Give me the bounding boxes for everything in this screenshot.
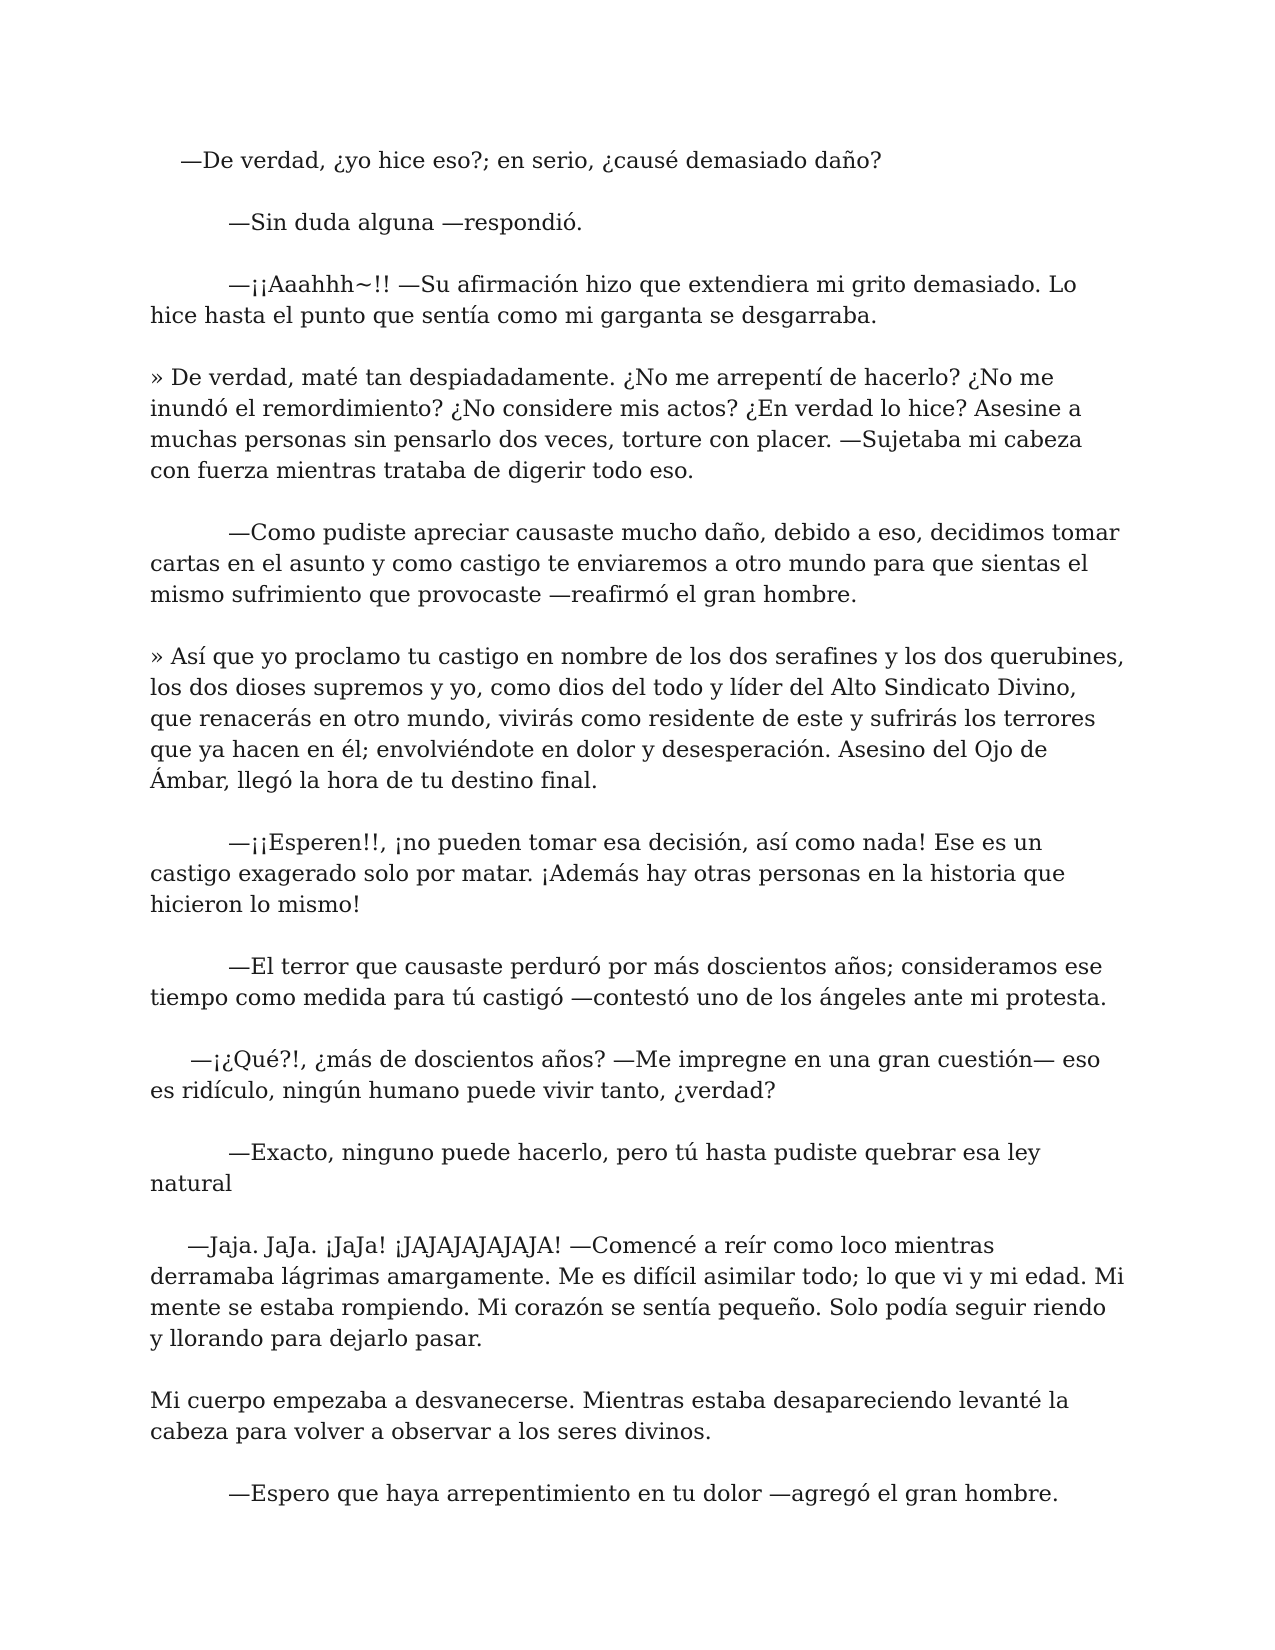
paragraph-4: » De verdad, maté tan despiadadamente. ¿No me arrepentí de hacerlo? ¿No me inundó el remordimiento? ¿No considere mis actos? ¿En verdad lo hice? Asesine a muchas personas sin pensarlo dos veces, torture con placer. —Sujetaba mi cabeza con fuerza mientras trataba de digerir todo eso. xyxy=(150,365,1083,484)
paragraph-5: —Como pudiste apreciar causaste mucho daño, debido a eso, decidimos tomar cartas en el asunto y como castigo te enviaremos a otro mundo para que sientas el mismo sufrimiento que provocaste —reafirmó el gran hombre. xyxy=(150,520,1120,608)
paragraph-13: —Espero que haya arrepentimiento en tu dolor —agregó el gran hombre. xyxy=(228,1481,1059,1507)
paragraph-7: —¡¡Esperen!!, ¡no pueden tomar esa decisión, así como nada! Ese es un castigo exagerado solo por matar. ¡Además hay otras personas en la historia que hicieron lo mismo! xyxy=(150,830,1066,918)
paragraph-8: —El terror que causaste perduró por más doscientos años; consideramos ese tiempo como medida para tú castigó —contestó uno de los ángeles ante mi protesta. xyxy=(150,954,1107,1011)
paragraph-6: » Así que yo proclamo tu castigo en nombre de los dos serafines y los dos querubines, los dos dioses supremos y yo, como dios del todo y líder del Alto Sindicato Divino, que renacerás en otro mundo, vivirás como residente de este y sufrirás los terrores que ya hacen en él; envolviéndote en dolor y desesperación. Asesino del Ojo de Ámbar, llegó la hora de tu destino final. xyxy=(150,644,1125,794)
paragraph-9: —¡¿Qué?!, ¿más de doscientos años? —Me impregne en una gran cuestión— eso es ridículo, ningún humano puede vivir tanto, ¿verdad? xyxy=(150,1047,1101,1104)
paragraph-10: —Exacto, ninguno puede hacerlo, pero tú hasta pudiste quebrar esa ley natural xyxy=(150,1140,1041,1197)
paragraph-12: Mi cuerpo empezaba a desvanecerse. Mientras estaba desapareciendo levanté la cabeza para volver a observar a los seres divinos. xyxy=(150,1388,1070,1445)
document-body xyxy=(150,146,1125,1541)
paragraph-11: —Jaja. JaJa. ¡JaJa! ¡JAJAJAJAJAJA! —Comencé a reír como loco mientras derramaba lágrimas amargamente. Me es difícil asimilar todo; lo que vi y mi edad. Mi mente se estaba rompiendo. Mi corazón se sentía pequeño. Solo podía seguir riendo y llorando para dejarlo pasar. xyxy=(150,1233,1125,1352)
paragraph-1: —De verdad, ¿yo hice eso?; en serio, ¿causé demasiado daño? xyxy=(180,148,882,174)
paragraph-3: —¡¡Aaahhh~!! —Su afirmación hizo que extendiera mi grito demasiado. Lo hice hasta el punto que sentía como mi garganta se desgarraba. xyxy=(150,272,1077,329)
paragraph-2: —Sin duda alguna —respondió. xyxy=(228,210,583,236)
